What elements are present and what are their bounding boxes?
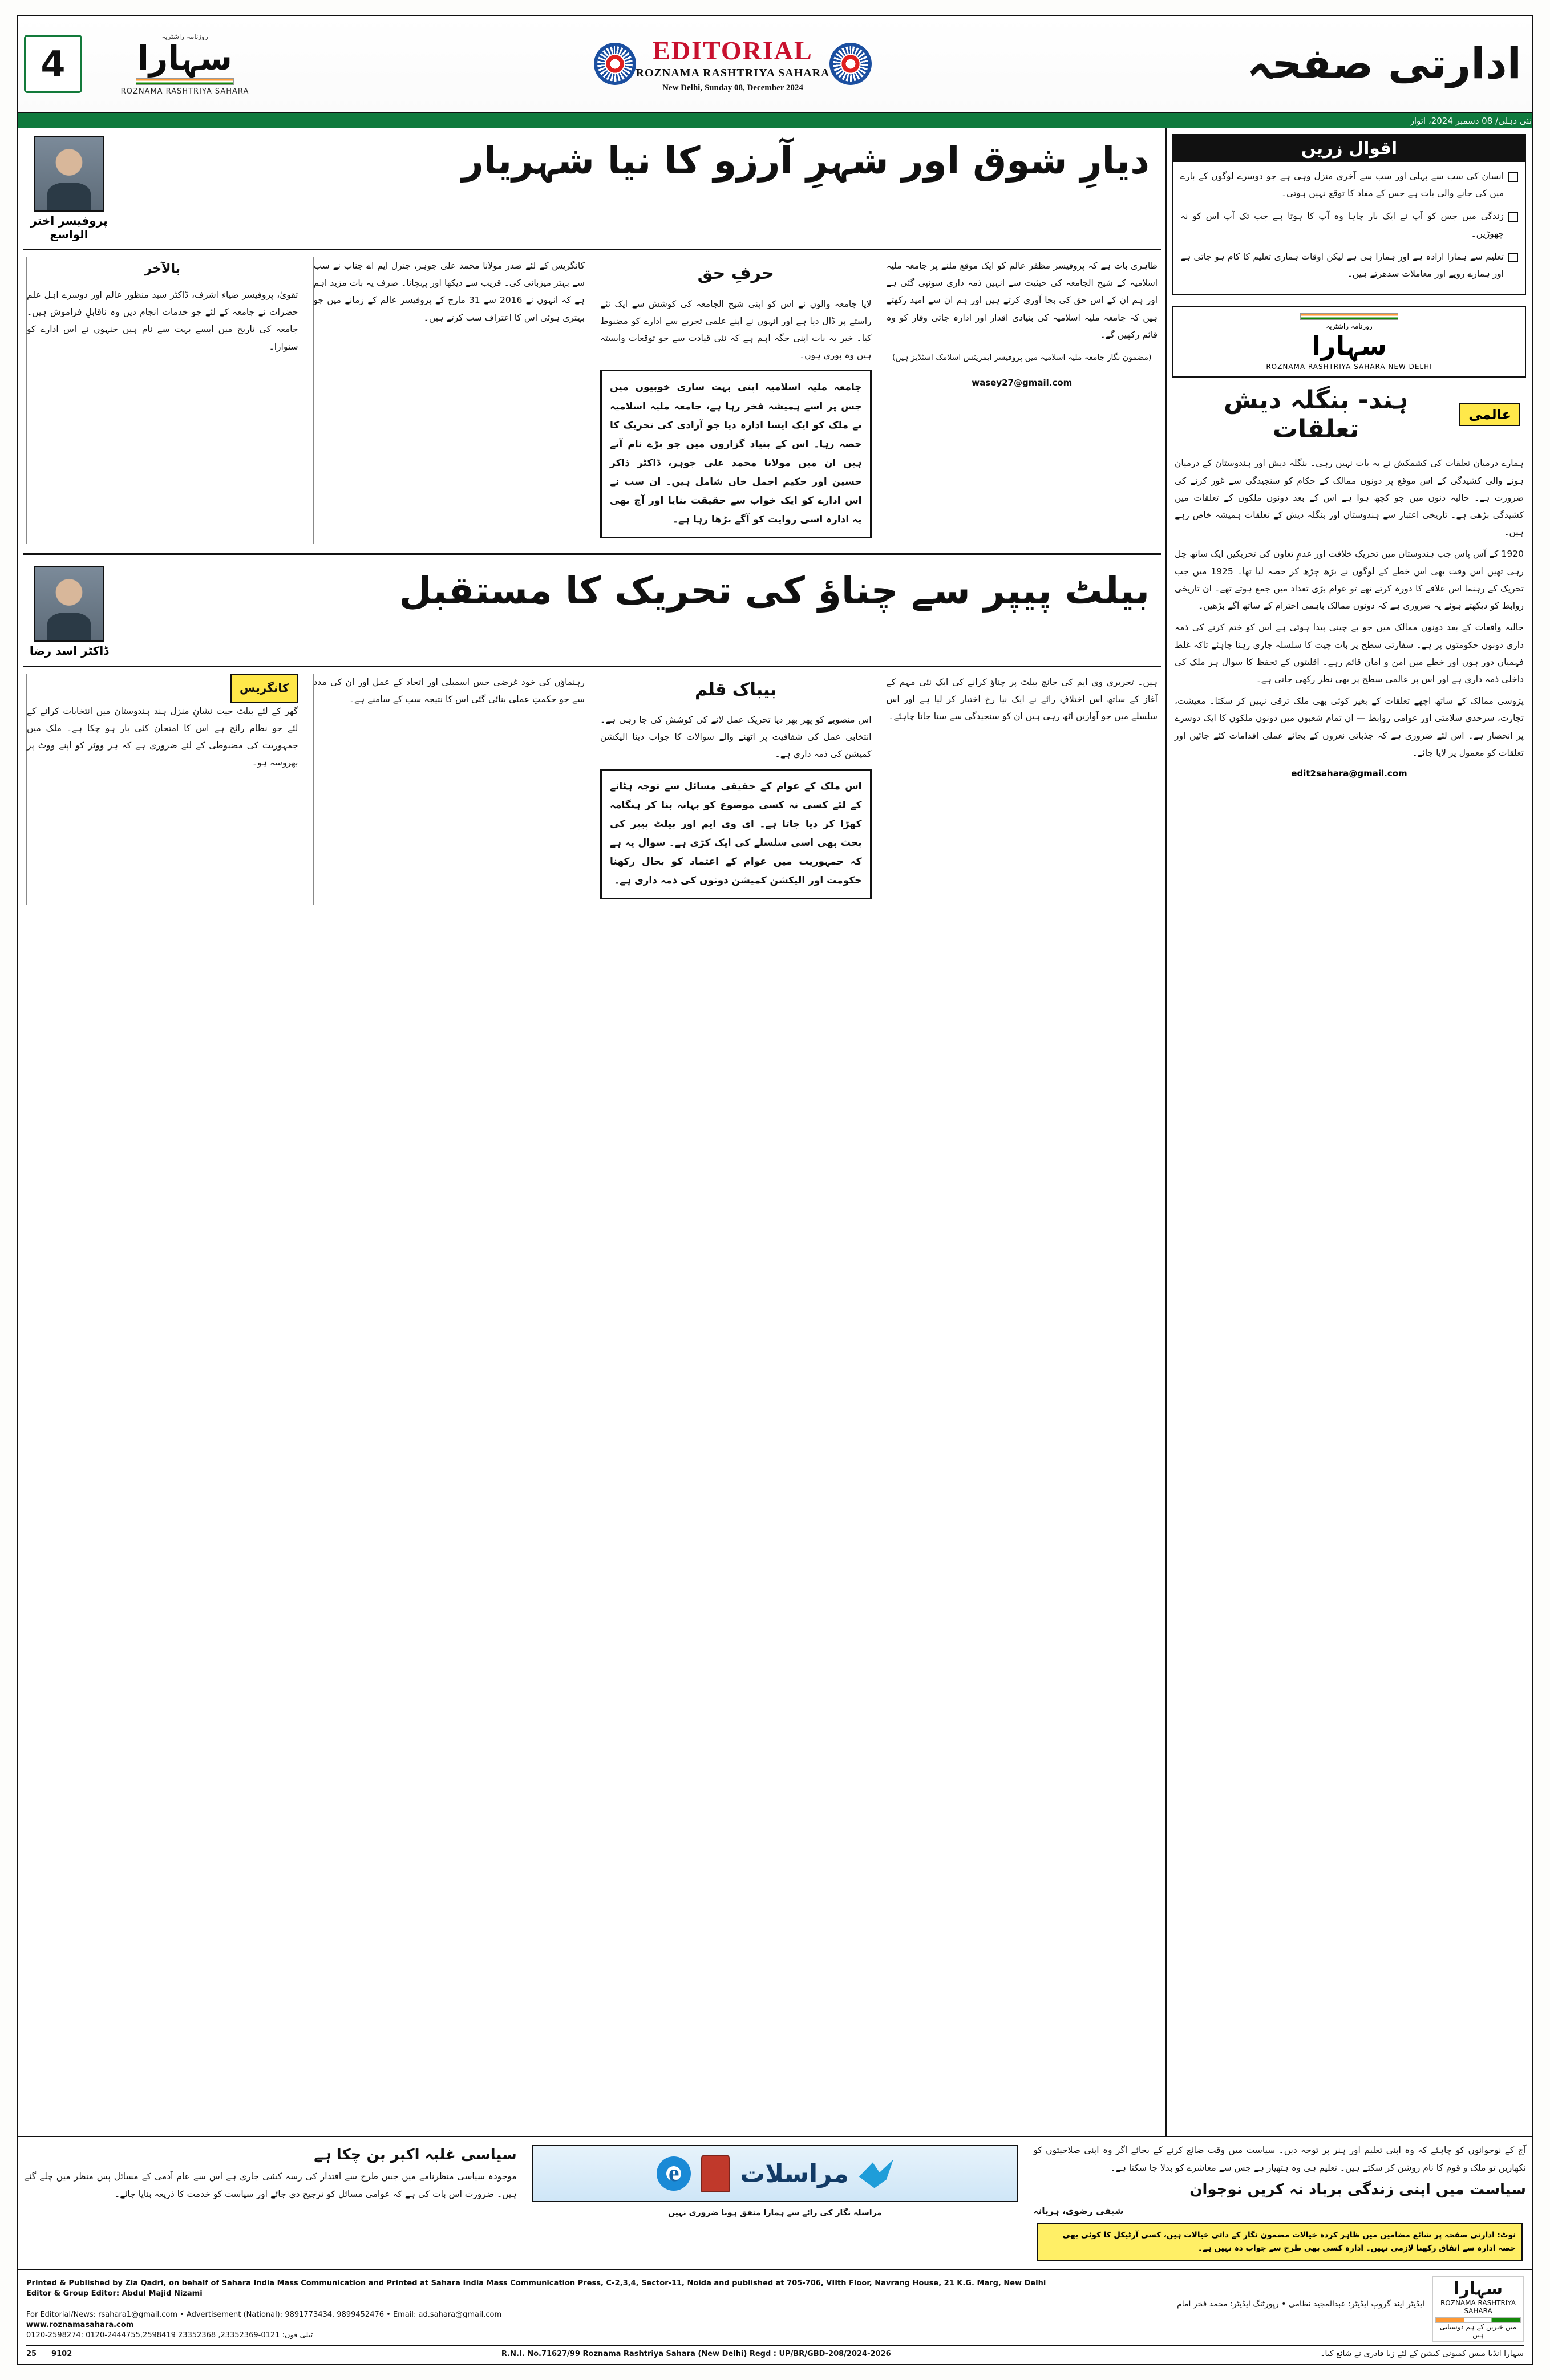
- article-two-kicker: بیباک قلم: [694, 679, 777, 700]
- bird-icon: [859, 2159, 893, 2188]
- divider: [23, 249, 1161, 250]
- aqwal-body: [1173, 162, 1525, 294]
- aqwal-e-zarreen-box: [1172, 134, 1526, 295]
- article-two: [18, 558, 1165, 911]
- column-text: اس منصوبے کو پھر بھر دیا تحریک عمل لانے کی کوشش کی جا رہی ہے۔ انتخابی عمل کی شفافیت پر اٹھنے والے سوالات کا جواب دینا الیکشن کمیشن کی ذمہ داری ہے۔: [600, 715, 872, 760]
- article-column: [600, 257, 879, 544]
- list-item: [1180, 248, 1518, 282]
- footer-contact-line: For Editorial/News: rsahara1@gmail.com • Advertisement (National): 9891773434, 9899452476 • Email: ad.sahara@gmail.com: [26, 2310, 502, 2319]
- editor-disclaimer-note: نوٹ: ادارتی صفحہ پر شائع مضامین میں ظاہر کردہ خیالات مضمون نگار کے ذاتی خیالات ہیں، کسی آرٹیکل کا کوئی بھی حصہ ادارہ سے اتفاق رکھنا لازمی نہیں۔ ادارہ کسی بھی طرح سے جواب دہ نہیں ہے۔: [1037, 2223, 1523, 2261]
- logo-top-text: روزنامہ راشٹریہ: [161, 32, 208, 40]
- editorial-paragraph: ہمارے درمیان تعلقات کی کشمکش نے یہ بات نہیں رہی۔ بنگلہ دیش اور ہندوستان کے درمیان ہونے والی کشیدگی کے اس موقع پر دونوں ممالک کے حکام کو سنجیدگی سے غور کرنے کی ضرورت ہے۔ حالیہ دنوں میں جو کچھ ہوا ہے اس کے بعد دونوں ملکوں کے تعلقات میں کشیدگی بڑھی ہے۔ تاریخی اعتبار سے ہندوستان اور بنگلہ دیش کے تعلقات ہمیشہ خاص رہے ہیں۔: [1175, 458, 1524, 538]
- editorial-paper-name: ROZNAMA RASHTRIYA SAHARA: [636, 66, 830, 79]
- editorial-block: [1167, 383, 1532, 781]
- urdu-masthead-title: ادارتی صفحہ: [1247, 39, 1521, 88]
- footer-logo-small: ROZNAMA RASHTRIYA SAHARA: [1440, 2299, 1516, 2315]
- tricolor-bar-icon: [136, 78, 234, 85]
- masthead-right: [1179, 16, 1532, 112]
- author-photo: [34, 566, 104, 642]
- green-date-text: نئی دہلی/ 08 دسمبر 2024، اتوار: [1410, 116, 1532, 126]
- editorial-paragraph: 1920 کے آس پاس جب ہندوستان میں تحریکِ خلافت اور عدمِ تعاون کی تحریکیں ایک ساتھ چل رہی تھیں اس وقت بھی اس خطے کے لوگوں نے بڑھ چڑھ کر حصہ لیا تھا۔ 1925 میں جب تحریک کے رہنما اس علاقے کا دورہ کرتے تھے تو عوام بڑی تعداد میں جمع ہوتے تھے۔ ان تاریخی روابط کو دیکھتے ہوئے یہ ضروری ہے کہ دونوں ممالک باہمی احترام کے ساتھ آگے بڑھیں۔: [1175, 549, 1524, 611]
- mini-logo-urdu: سہارا: [1312, 330, 1387, 362]
- editorial-date: New Delhi, Sunday 08, December 2024: [662, 83, 803, 92]
- article-column: [313, 257, 592, 544]
- divider: [26, 2345, 1524, 2346]
- author-photo: [34, 136, 104, 212]
- main-column: [18, 128, 1165, 2136]
- article-column: [887, 257, 1158, 544]
- editorial-title-block: [636, 35, 830, 93]
- logo-subtitle: ROZNAMA RASHTRIYA SAHARA: [120, 87, 249, 96]
- masthead-center: [286, 16, 1179, 112]
- square-bullet-icon: [1508, 212, 1518, 222]
- footer-urdu-note: سہارا انڈیا میس کمیونی کیشن کے لئے زیا قادری نے شائع کیا۔: [1320, 2349, 1524, 2358]
- right-column: [1165, 128, 1532, 2136]
- masthead-logo: [89, 33, 281, 96]
- column-text: تقویٰ، پروفیسر ضیاء اشرف، ڈاکٹر سید منظور عالم اور دوسرے اہل علم حضرات نے جامعہ کے لئے جو خدمات انجام دیں وہ ناقابلِ فراموش ہیں۔ جامعہ کی تاریخ میں ایسے بہت سے نام ہیں جنہوں نے اس ادارے کو سنوارا۔: [27, 289, 298, 352]
- article-one-author: پروفیسر اختر الواسع: [30, 214, 108, 241]
- letter-column-right: [1027, 2137, 1532, 2269]
- masthead-left: [18, 16, 286, 112]
- list-item: [1180, 168, 1518, 202]
- letter-signature: شیفی رضوی، ہریانہ: [1033, 2205, 1124, 2216]
- murasalat-column: [523, 2137, 1027, 2269]
- article-one-kicker: حرفِ حق: [697, 263, 774, 283]
- footer-issue-number: 9102: [51, 2349, 72, 2358]
- column-text: لایا جامعہ والوں نے اس کو اپنی شیخ الجامعہ کی کوشش سے ایک نئے راستے پر ڈال دیا ہے اور انہوں نے اپنے علمی تجربے سے ادارے کو مضبوط کیا۔ خیر یہ بات اپنی جگہ اہم ہے کہ نئی قیادت سے جو توقعات وابستہ ہیں وہ پوری ہوں۔: [600, 298, 872, 361]
- footer-phones: 0120-2598274: 0120-2444755,2598419 ٹیلی فون: 0121-23352369, 23352368: [26, 2330, 313, 2340]
- sahara-mini-logo: [1172, 306, 1526, 378]
- page-number: 4: [24, 35, 82, 93]
- article-column: [313, 674, 592, 905]
- letter-title: سیاست میں اپنی زندگی برباد نہ کریں نوجوان: [1189, 2180, 1526, 2198]
- list-item: [1180, 208, 1518, 242]
- murasalat-title: مراسلات: [740, 2159, 849, 2188]
- mini-logo-top: روزنامہ راشٹریہ: [1326, 322, 1373, 331]
- status-badge: عالمی: [1459, 403, 1520, 426]
- article-two-columns: [18, 670, 1165, 911]
- divider: [23, 666, 1161, 667]
- editorial-headline: ہند- بنگلہ دیش تعلقات: [1224, 386, 1409, 444]
- article-two-author: ڈاکٹر اسد رضا: [29, 643, 109, 658]
- footer-logo-urdu: سہارا: [1454, 2279, 1503, 2299]
- article-column: [26, 257, 305, 544]
- article-one-footnote: (مضمون نگار جامعہ ملیہ اسلامیہ میں پروفیسر ایمریٹس اسلامک اسٹڈیز ہیں): [892, 353, 1152, 363]
- column-text: رہنماؤں کی خود غرضی جس اسمبلی اور اتحاد کے عمل اور ان کی مدد سے جو حکمتِ عملی بنائی گئی اس کا نتیجہ سب کے سامنے ہے۔: [313, 676, 585, 704]
- editorial-header-row: [1172, 383, 1526, 446]
- article-column: [600, 674, 879, 905]
- article-two-headline: بیلٹ پیپر سے چناؤ کی تحریک کا مستقبل: [399, 568, 1150, 613]
- rosette-left-icon: [594, 43, 636, 85]
- editorial-email[interactable]: edit2sahara@gmail.com: [1291, 768, 1407, 779]
- article-two-badge: کانگریس: [230, 674, 298, 703]
- footer-year: 25: [26, 2349, 37, 2358]
- square-bullet-icon: [1508, 253, 1518, 262]
- page-sheet: [17, 15, 1533, 2365]
- footer-logo: [1432, 2276, 1524, 2342]
- rosette-right-icon: [829, 43, 872, 85]
- article-one-columns: [18, 254, 1165, 550]
- article-one-subhead: بالآخر: [144, 262, 180, 276]
- page-footer: [18, 2269, 1532, 2364]
- article-two-pullquote: اس ملک کے عوام کے حقیقی مسائل سے توجہ ہٹانے کے لئے کسی نہ کسی موضوع کو بہانہ بنا کر ہنگامہ کھڑا کر دیا جاتا ہے۔ ای وی ایم اور بیلٹ پیپر کی بحث بھی اسی سلسلے کی ایک کڑی ہے۔ سوال یہ ہے کہ جمہوریت میں عوام کے اعتماد کو بحال رکھنا حکومت اور الیکشن کمیشن دونوں کی ذمہ داری ہے۔: [600, 769, 872, 899]
- footer-rni: R.N.I. No.71627/99 Roznama Rashtriya Sahara (New Delhi) Regd : UP/BR/GBD-208/2024-2026: [501, 2349, 891, 2358]
- article-one-email[interactable]: wasey27@gmail.com: [972, 378, 1073, 388]
- footer-top-row: [26, 2276, 1524, 2342]
- footer-tagline: میں خبریں کے ہم دوستانی ہیں: [1439, 2323, 1517, 2339]
- editorial-title: EDITORIAL: [653, 35, 813, 65]
- editorial-paragraph: حالیہ واقعات کے بعد دونوں ممالک میں جو بے چینی پیدا ہوئی ہے اس کو ختم کرنے کی ذمہ داری دونوں حکومتوں پر ہے۔ سفارتی سطح پر بات چیت کا سلسلہ جاری رہنا چاہئے تاکہ غلط فہمیاں دور ہوں اور خطے میں امن و امان قائم رہے۔ اقلیتوں کے تحفظ کا سوال ہر ملک کی داخلی ذمہ داری ہے اور اس پر عالمی سطح پر بھی نظر رکھی جاتی ہے۔: [1175, 622, 1524, 684]
- tricolor-bar-icon: [1300, 313, 1398, 320]
- square-bullet-icon: [1508, 172, 1518, 182]
- article-one-pullquote: جامعہ ملیہ اسلامیہ اپنی بہت ساری خوبیوں میں جس پر اسے ہمیشہ فخر رہا ہے، جامعہ ملیہ اسلامیہ نے ملک کو ایک ایسا ادارہ دیا جو آزادی کی تحریک کا حصہ رہا۔ اس کے بنیاد گزاروں میں جو بڑے نام آتے ہیں ان میں مولانا محمد علی جوہر، ڈاکٹر ذاکر حسین اور حکیم اجمل خاں شامل ہیں۔ ان سب نے اس ادارے کو ایک خواب سے حقیقت بنایا اور آج بھی یہ ادارہ اسی روایت کو آگے بڑھا رہا ہے۔: [600, 370, 872, 538]
- letter-title: سیاسی غلبہ اکبر بن چکا ہے: [314, 2146, 517, 2164]
- letters-section: [18, 2136, 1532, 2269]
- column-text: گھر کے لئے بیلٹ جیت نشانِ منزل ہند ہندوستان میں انتخابات کرانے کے لئے جو نظام رائج ہے اس کا امتحان کئی بار ہو چکا ہے۔ ملک میں جمہوریت کی مضبوطی کے لئے ضروری ہے کہ ہر ووٹر کو اپنے ووٹ پر بھروسہ ہو۔: [27, 706, 298, 768]
- mailbox-icon: [701, 2155, 730, 2192]
- letter-column-left: [18, 2137, 523, 2269]
- green-date-bar: [18, 113, 1532, 128]
- browser-icon: [657, 2156, 691, 2191]
- letter-body: موجودہ سیاسی منظرنامے میں جس طرح سے اقتدار کی رسہ کشی جاری ہے اس سے عام آدمی کے مسائل پس منظر میں چلے گئے ہیں۔ ضرورت اس بات کی ہے کہ عوامی مسائل کو ترجیح دی جائے اور سیاست کو خدمت کا ذریعہ بنایا جائے۔: [23, 2171, 517, 2199]
- article-column: [887, 674, 1158, 905]
- mini-logo-small: ROZNAMA RASHTRIYA SAHARA NEW DELHI: [1266, 363, 1432, 371]
- column-text: ظاہری بات ہے کہ پروفیسر مظفر عالم کو ایک موقع ملنے پر جامعہ ملیہ اسلامیہ کے شیخ الجامعہ کی حیثیت سے انہیں ذمہ داری سونپی گئی ہے اور ہم ان کے اس حق کی بجا آوری کرتے ہیں اور ہم ان سے امید رکھتے ہیں کہ جامعہ ملیہ اسلامیہ کی بنیادی اقدار اور ادارہ جاتی وقار کو وہ قائم رکھیں گے۔: [886, 261, 1158, 340]
- article-one-headline: دیارِ شوق اور شہرِ آرزو کا نیا شہریار: [462, 139, 1150, 183]
- footer-editor-line-urdu: ایڈیٹر ایند گروپ ایڈیٹر: عبدالمجید نظامی • رپورٹنگ ایڈیٹر: محمد فخر امام: [1177, 2299, 1424, 2309]
- murasalat-note: مراسلہ نگار کی رائے سے ہمارا متفق ہونا ضروری نہیں: [668, 2208, 882, 2218]
- footer-editor-line: Editor & Group Editor: Abdul Majid Nizami: [26, 2289, 203, 2298]
- tricolor-bar-icon: [1435, 2317, 1521, 2323]
- page-content: [18, 128, 1532, 2136]
- article-column: [26, 674, 305, 905]
- letter-body-extra: آج کے نوجوانوں کو چاہئے کہ وہ اپنی تعلیم اور ہنر پر توجہ دیں۔ سیاست میں وقت ضائع کرنے کے بجائے اگر وہ اپنی صلاحیتوں کو نکھاریں تو ملک و قوم کا نام روشن کر سکتے ہیں۔ تعلیم ہی وہ ہتھیار ہے جس سے معاشرے کو بدلا جا سکتا ہے۔: [1033, 2145, 1526, 2173]
- divider: [23, 553, 1161, 555]
- murasalat-banner: [532, 2145, 1018, 2202]
- aqwal-item-text: زندگی میں جس کو آپ نے ایک بار چاہا وہ آپ کا ہوتا ہے جب تک آپ اس کو نہ چھوڑیں۔: [1180, 211, 1504, 239]
- footer-website[interactable]: www.roznamasahara.com: [26, 2320, 134, 2329]
- footer-print-line: Printed & Published by Zia Qadri, on behalf of Sahara India Mass Communication and Printed at Sahara India Mass Communication Press, C-2,3,4, Sector-11, Noida and published at 705-706, VIIth Floor, Navrang House, 21 K.G. Marg, New Delhi: [26, 2278, 1046, 2288]
- article-one: [18, 128, 1165, 550]
- aqwal-item-text: انسان کی سب سے پہلی اور سب سے آخری منزل وہی ہے جو دوسرے لوگوں کے بارے میں کی جانے والی بات ہے جس کے مفاد کا توقع نہیں ہوتی۔: [1180, 171, 1504, 199]
- logo-urdu-text: سہارا: [137, 38, 233, 78]
- editorial-paragraph: پڑوسی ممالک کے ساتھ اچھے تعلقات کے بغیر کوئی بھی ملک ترقی نہیں کر سکتا۔ معیشت، تجارت، سرحدی سلامتی اور عوامی روابط — ان تمام شعبوں میں دونوں ملکوں کا ایک دوسرے پر انحصار ہے۔ اس لئے ضروری ہے کہ جذباتی نعروں کے بجائے عملی اقدامات کئے جائیں اور تعلقات کو معمول پر لایا جائے۔: [1175, 696, 1524, 758]
- aqwal-item-text: تعلیم سے ہمارا ارادہ ہے اور ہمارا ہی ہے لیکن اوقات ہماری تعلیم کا کام ہو جاتی ہے اور ہمارے رویے اور معاملات سدھرتے ہیں۔: [1180, 251, 1504, 279]
- column-text: کانگریس کے لئے صدر مولانا محمد علی جوہر، جنرل ایم اے جناب نے سب سے بہتر میزبانی کی۔ قریب سے دیکھا اور پہچانا۔ صرف یہ بات مزید اہم ہے کہ انہوں نے 2016 سے 31 مارچ کے پروفیسر عالم کے زمانے میں جو بہتری ہوئی اس کا اعتراف سب کرتے ہیں۔: [313, 261, 585, 323]
- aqwal-title: اقوال زریں: [1173, 135, 1525, 162]
- masthead: [18, 16, 1532, 113]
- column-text: ہیں۔ تحریری وی ایم کی جانچ بیلٹ پر چناؤ کرانے کی ایک نئی مہم کے آغاز کے ساتھ اس اختلافِ رائے نے ایک نیا رخ اختیار کر لیا ہے اور اس سلسلے میں جو آوازیں اٹھ رہی ہیں ان کو سنجیدگی سے سنا جانا چاہئے۔: [886, 676, 1158, 721]
